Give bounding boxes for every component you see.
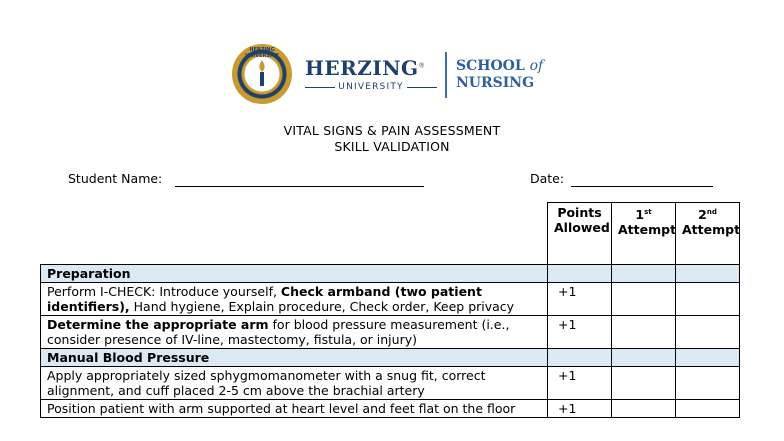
skill-checklist-table (40, 202, 740, 418)
logo-divider (445, 52, 447, 98)
criterion-text: Apply appropriately sized sphygmomanometer with a snug fit, correct alignment, and cuff placed 2-5 cm above the brachial artery (47, 368, 486, 398)
criterion-description (41, 400, 548, 418)
nursing-word: NURSING (456, 75, 535, 91)
seal-text: HERZING UNIVERSITY (245, 47, 279, 59)
criterion-description (41, 367, 548, 400)
brand-name-text: HERZING (305, 56, 419, 80)
title-line-2: SKILL VALIDATION (334, 139, 450, 154)
table-header-row (41, 203, 740, 265)
header-blank-cell (41, 203, 548, 265)
section-empty-cell (612, 265, 676, 283)
school-of-word: of (529, 58, 544, 74)
points-cell: +1 (548, 316, 612, 349)
registered-mark: ® (418, 62, 426, 70)
table-row (41, 283, 740, 316)
points-cell: +1 (548, 283, 612, 316)
second-attempt-cell[interactable] (676, 400, 740, 418)
section-empty-cell (676, 265, 740, 283)
criterion-description (41, 316, 548, 349)
criterion-text: Check armband (two patient identifiers), (47, 284, 482, 314)
student-name-field[interactable] (175, 186, 424, 187)
points-cell: +1 (548, 367, 612, 400)
section-empty-cell (548, 349, 612, 367)
second-attempt-cell[interactable] (676, 367, 740, 400)
section-title: Preparation (41, 265, 548, 283)
herzing-logo (232, 44, 562, 108)
school-word: SCHOOL (456, 58, 525, 74)
school-of-nursing (456, 58, 543, 92)
brand-name (305, 56, 425, 80)
criterion-description (41, 283, 548, 316)
criterion-text: for blood pressure measurement (i.e., consider presence of IV-line, mastectomy, fistula, or injury) (47, 317, 510, 347)
student-name-label: Student Name: (68, 171, 163, 186)
section-row (41, 349, 740, 367)
date-label: Date: (530, 171, 565, 186)
document-title (0, 123, 784, 155)
first-attempt-cell[interactable] (612, 367, 676, 400)
brand-subtitle (305, 82, 437, 92)
header-points-allowed: Points Allowed (548, 203, 612, 265)
header-second-attempt: 2nd Attempt (676, 203, 740, 265)
criterion-text: Position patient with arm supported at heart level and feet flat on the floor (47, 401, 516, 416)
first-attempt-cell[interactable] (612, 400, 676, 418)
table-row (41, 367, 740, 400)
section-row (41, 265, 740, 283)
title-line-1: VITAL SIGNS & PAIN ASSESSMENT (283, 123, 501, 138)
second-attempt-cell[interactable] (676, 283, 740, 316)
criterion-text: Perform I-CHECK: Introduce yourself, (47, 284, 281, 299)
criterion-text: Hand hygiene, Explain procedure, Check order, Keep privacy (129, 299, 515, 314)
brand-sub-line-right (407, 87, 437, 88)
criterion-text: Determine the appropriate arm (47, 317, 269, 332)
section-title: Manual Blood Pressure (41, 349, 548, 367)
header-first-attempt: 1st Attempt (612, 203, 676, 265)
table-body (41, 265, 740, 418)
points-cell: +1 (548, 400, 612, 418)
brand-sub-line-left (305, 87, 335, 88)
table-row (41, 316, 740, 349)
first-attempt-cell[interactable] (612, 283, 676, 316)
brand-sub-text: UNIVERSITY (338, 82, 404, 92)
section-empty-cell (676, 349, 740, 367)
section-empty-cell (612, 349, 676, 367)
table-row (41, 400, 740, 418)
torch-icon (256, 60, 268, 88)
first-attempt-cell[interactable] (612, 316, 676, 349)
section-empty-cell (548, 265, 612, 283)
date-field[interactable] (571, 186, 713, 187)
second-attempt-cell[interactable] (676, 316, 740, 349)
university-seal (232, 44, 292, 104)
